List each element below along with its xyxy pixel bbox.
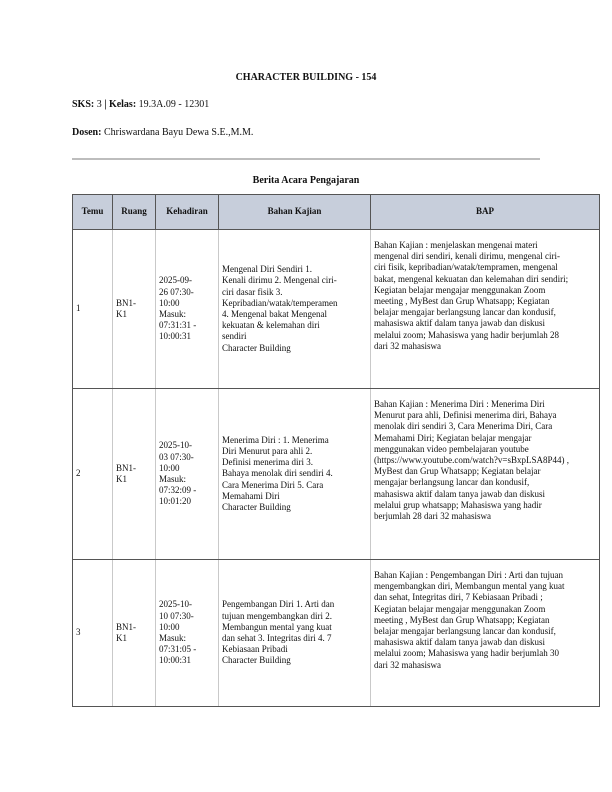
cell-temu: 2 (73, 389, 113, 560)
bap-table (72, 194, 600, 707)
divider (72, 158, 540, 160)
cell-bahan-kajian: Mengenal Diri Sendiri 1. Kenali dirimu 2. Mengenal ciri- ciri dasar fisik 3. Kepribadian/watak/temperamen 4. Mengenal bakat Mengenal kekuatan & kelemahan diri sendiri Character Building (219, 230, 371, 389)
cell-temu: 3 (73, 560, 113, 707)
cell-ruang: BN1- K1 (113, 389, 156, 560)
course-info-line (72, 99, 209, 110)
table-row (73, 560, 600, 707)
cell-bahan-kajian: Pengembangan Diri 1. Arti dan tujuan mengembangkan diri 2. Membangun mental yang kuat dan sehat 3. Integritas diri 4. 7 Kebiasaan Pribadi Character Building (219, 560, 371, 707)
sks-label: SKS: (72, 99, 95, 110)
cell-bap: Bahan Kajian : menjelaskan mengenai materi mengenal diri sendiri, kenali dirimu, mengenal ciri- ciri fisik, kepribadian/watak/tempramen, mengenal bakat, mengenal kekuatan dan kelemahan diri sendiri; Kegiatan belajar mengajar menggunakan Zoom meeting , MyBest dan Grup Whatsapp; Kegiatan belajar mengajar berlangsung lancar dan kondusif, mahasiswa aktif dalam tanya jawab dan diskusi melalui zoom; Mahasiswa yang hadir berjumlah 28 dari 32 mahasiswa (371, 230, 600, 389)
dosen-label: Dosen: (72, 127, 102, 138)
lecturer-info-line (72, 127, 253, 138)
header-kehadiran: Kehadiran (156, 195, 219, 230)
cell-kehadiran: 2025-10- 03 07:30- 10:00 Masuk: 07:32:09 - 10:01:20 (156, 389, 219, 560)
cell-temu: 1 (73, 230, 113, 389)
document-title: CHARACTER BUILDING - 154 (235, 72, 377, 83)
cell-bap: Bahan Kajian : Menerima Diri : Menerima Diri Menurut para ahli, Definisi menerima diri, Bahaya menolak diri sendiri 3, Cara Menerima Diri, Cara Memahami Diri; Kegiatan belajar mengajar menggunakan video pembelajaran youtube (https://www.youtube.com/watch?v=sBxpLSA8P44) , MyBest dan Grup Whatsapp; Kegiatan belajar mengajar berlangsung lancar dan kondusif, mahasiswa aktif dalam tanya jawab dan diskusi melalui grup whatsapp; Mahasiswa yang hadir berjumlah 28 dari 32 mahasiswa (371, 389, 600, 560)
kelas-value: 19.3A.09 - 12301 (138, 99, 210, 110)
cell-ruang: BN1- K1 (113, 560, 156, 707)
table-title: Berita Acara Pengajaran (252, 175, 360, 186)
header-bap: BAP (371, 195, 600, 230)
separator: | (104, 99, 107, 110)
sks-value: 3 (96, 99, 102, 110)
table-row (73, 389, 600, 560)
dosen-value: Chriswardana Bayu Dewa S.E.,M.M. (103, 127, 254, 138)
kelas-label: Kelas: (108, 99, 137, 110)
cell-ruang: BN1- K1 (113, 230, 156, 389)
header-temu: Temu (73, 195, 113, 230)
cell-bap: Bahan Kajian : Pengembangan Diri : Arti dan tujuan mengembangkan diri, Membangun mental yang kuat dan sehat, Integritas diri, 7 Kebiasaan Pribadi ; Kegiatan belajar mengajar menggunakan Zoom meeting , MyBest dan Grup Whatsapp; Kegiatan belajar mengajar berlangsung lancar dan kondusif, mahasiswa aktif dalam tanya jawab dan diskusi melalui zoom; Mahasiswa yang hadir berjumlah 30 dari 32 mahasiswa (371, 560, 600, 707)
cell-kehadiran: 2025-10- 10 07:30- 10:00 Masuk: 07:31:05 - 10:00:31 (156, 560, 219, 707)
header-bahan-kajian: Bahan Kajian (219, 195, 371, 230)
header-ruang: Ruang (113, 195, 156, 230)
cell-kehadiran: 2025-09- 26 07:30- 10:00 Masuk: 07:31:31 - 10:00:31 (156, 230, 219, 389)
table-row (73, 230, 600, 389)
table-header-row (73, 195, 600, 230)
cell-bahan-kajian: Menerima Diri : 1. Menerima Diri Menurut para ahli 2. Definisi menerima diri 3. Bahaya menolak diri sendiri 4. Cara Menerima Diri 5. Cara Memahami Diri Character Building (219, 389, 371, 560)
